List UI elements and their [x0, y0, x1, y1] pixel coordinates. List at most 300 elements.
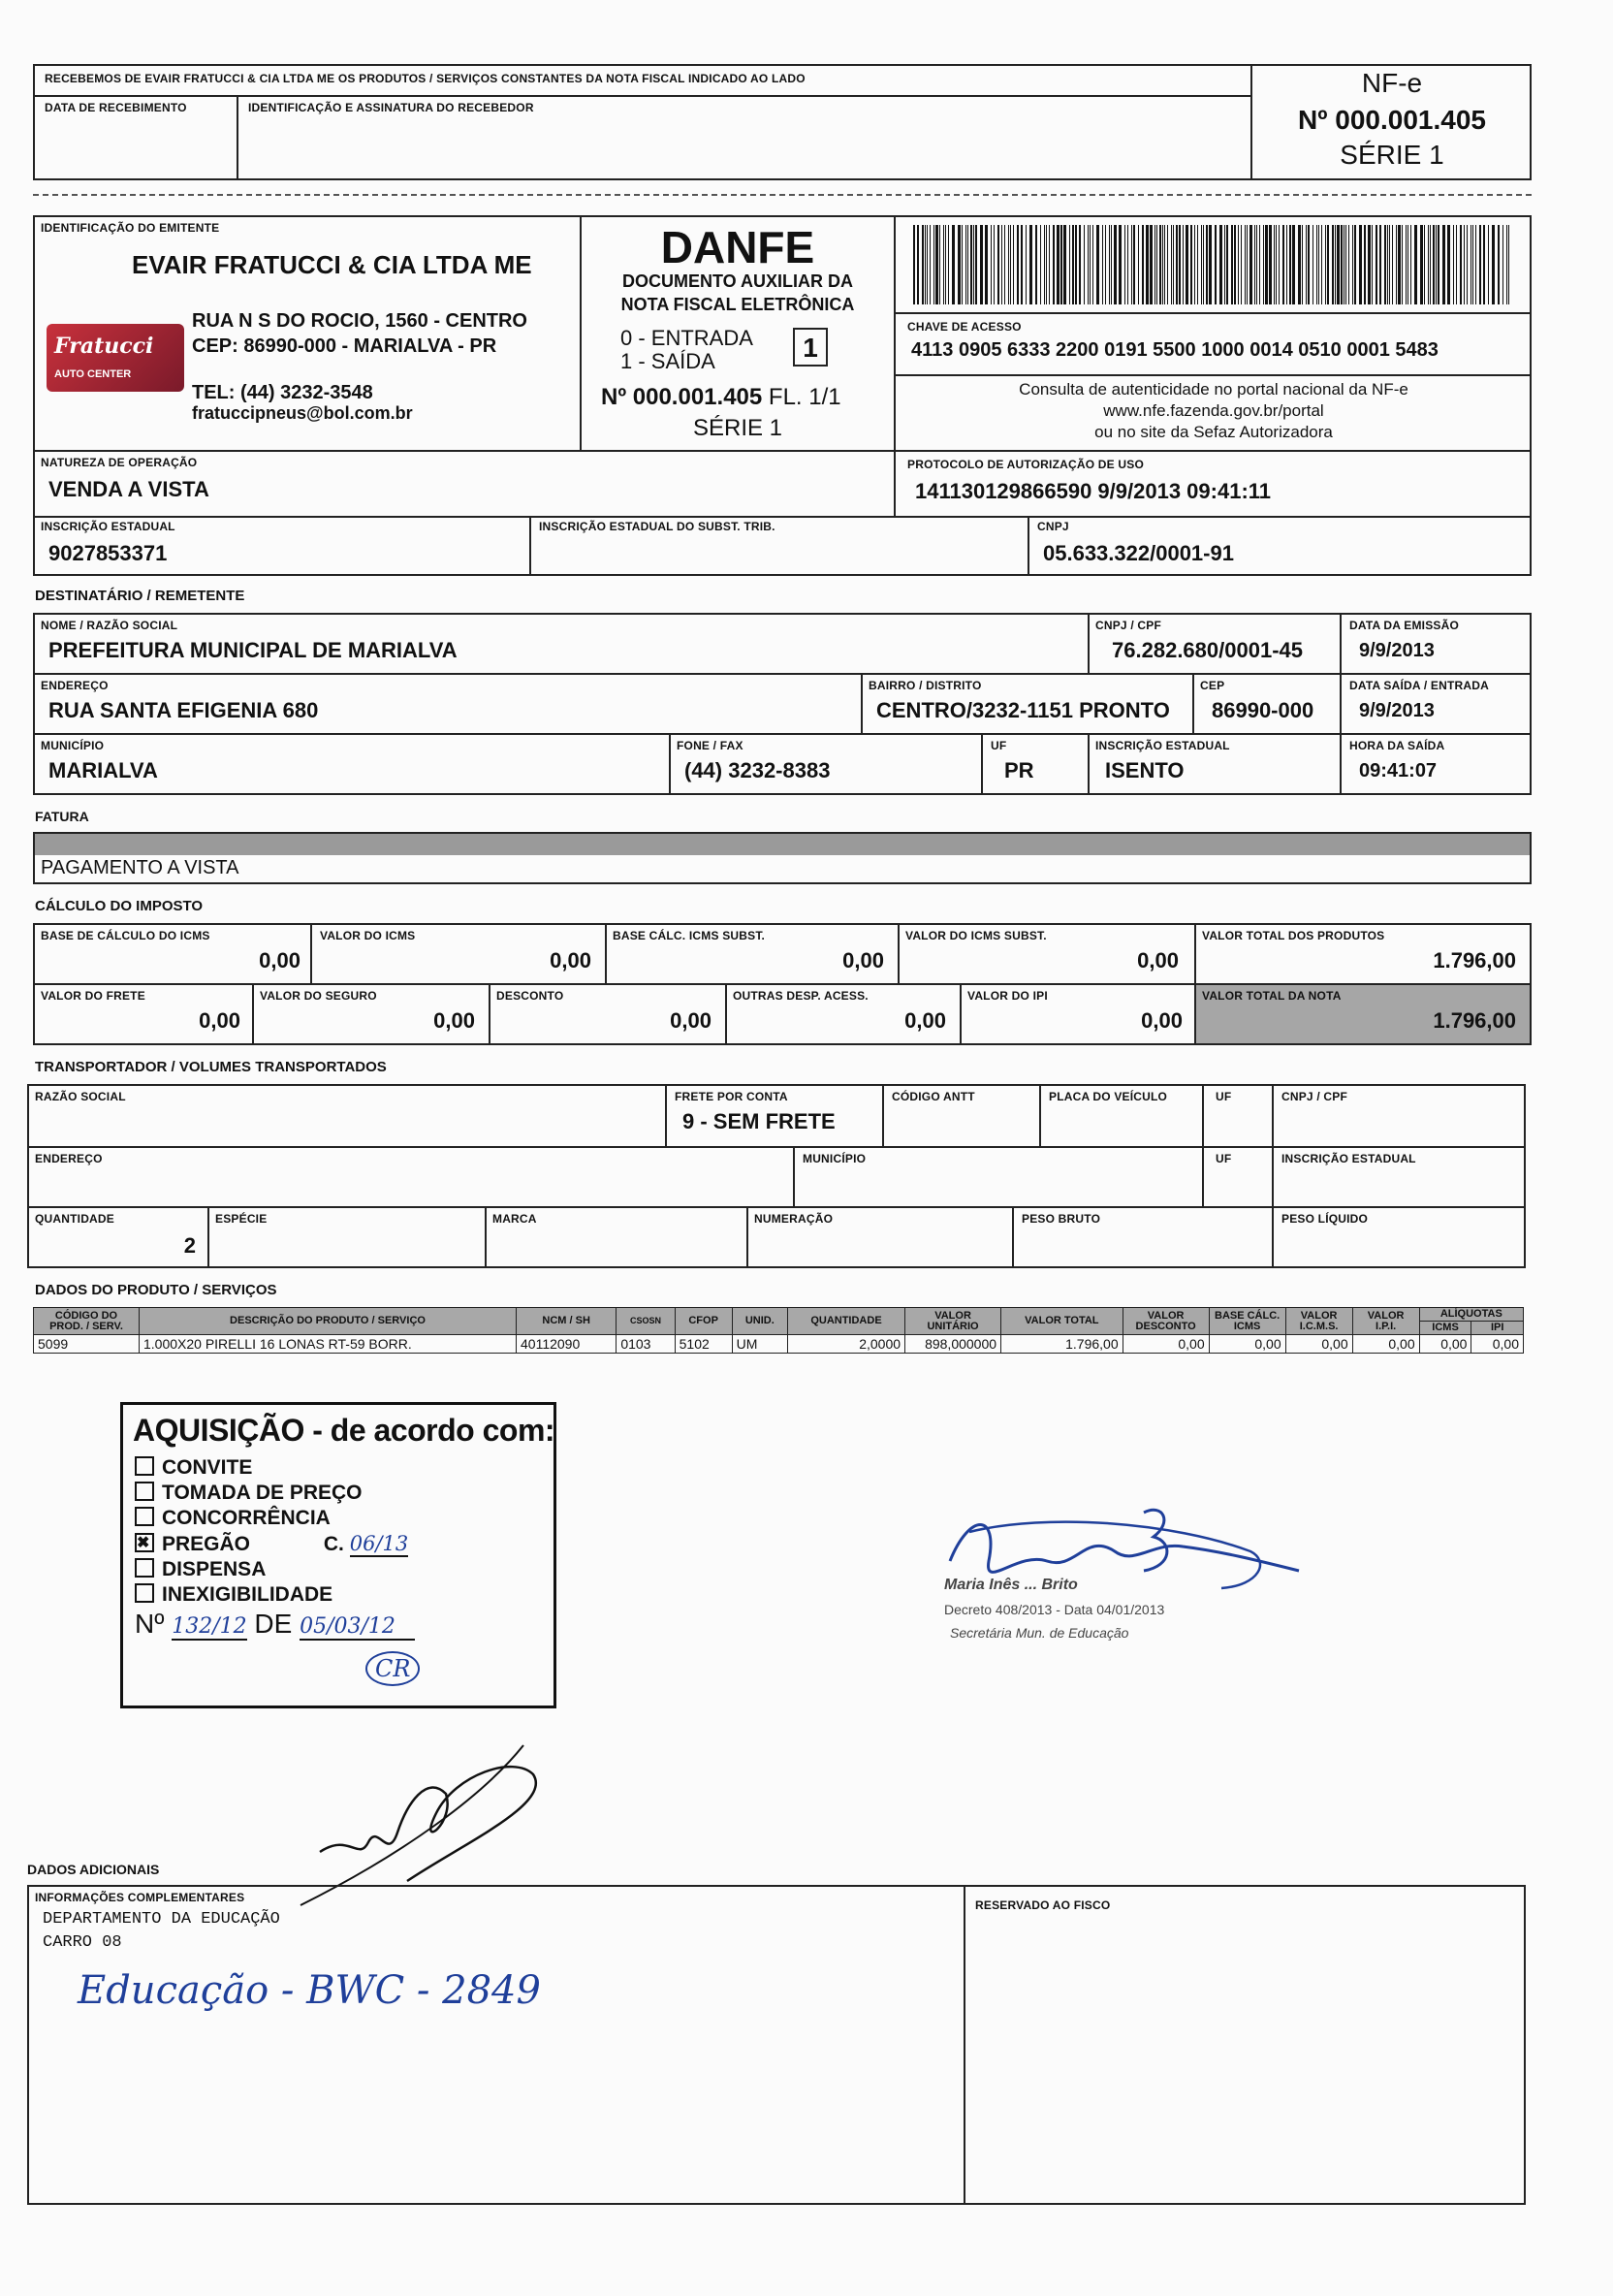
- danfe-numero: Nº 000.001.405: [601, 384, 763, 410]
- th-valor-total: VALOR TOTAL: [1001, 1308, 1123, 1335]
- dest-saida-label: DATA SAÍDA / ENTRADA: [1349, 679, 1489, 692]
- barcode-bar: [1156, 225, 1157, 304]
- stamp-n-value: 132/12: [172, 1614, 247, 1639]
- ipi-value: 0,00: [1141, 1008, 1183, 1033]
- barcode-bar: [1376, 225, 1377, 304]
- barcode-bar: [1398, 225, 1401, 304]
- danfe-folha: FL. 1/1: [768, 384, 841, 410]
- danfe-sub1: DOCUMENTO AUXILIAR DA: [622, 271, 853, 291]
- cnpj-value: 05.633.322/0001-91: [1043, 541, 1234, 565]
- th-valor-unitario: VALOR UNITÁRIO: [905, 1308, 1001, 1335]
- barcode-bar: [975, 225, 977, 304]
- cell-base-icms: 0,00: [1209, 1335, 1285, 1354]
- barcode-bar: [1013, 225, 1014, 304]
- barcode-bar: [1472, 225, 1473, 304]
- cell-valor-total: 1.796,00: [1001, 1335, 1123, 1354]
- chave-consulta2: www.nfe.fazenda.gov.br/portal: [1103, 401, 1324, 420]
- barcode-bar: [1224, 225, 1225, 304]
- cell-aliq-icms: 0,00: [1419, 1335, 1471, 1354]
- transp-peso-bruto-label: PESO BRUTO: [1022, 1212, 1101, 1226]
- barcode-bar: [1341, 225, 1343, 304]
- checkbox-concorrencia: [135, 1507, 154, 1526]
- barcode-bar: [1162, 225, 1163, 304]
- barcode-bar: [1337, 225, 1340, 304]
- barcode-bar: [1430, 225, 1431, 304]
- barcode-bar: [1197, 225, 1198, 304]
- chave-consulta3: ou no site da Sefaz Autorizadora: [1094, 423, 1333, 441]
- barcode-bar: [1387, 225, 1388, 304]
- barcode-bar: [1433, 225, 1435, 304]
- destinatario-section: DESTINATÁRIO / REMETENTE: [35, 588, 245, 604]
- barcode-bar: [1111, 225, 1112, 304]
- barcode-bar: [1348, 225, 1349, 304]
- dest-nome: PREFEITURA MUNICIPAL DE MARIALVA: [48, 638, 458, 662]
- barcode-bar: [1354, 225, 1356, 304]
- barcode-bar: [1173, 225, 1174, 304]
- barcode-bar: [1263, 225, 1264, 304]
- outras-value: 0,00: [904, 1008, 946, 1033]
- transp-razao-label: RAZÃO SOCIAL: [35, 1090, 126, 1103]
- ie-value: 9027853371: [48, 541, 168, 565]
- signature-stamp-cargo: Secretária Mun. de Educação: [950, 1625, 1129, 1641]
- barcode-bar: [1279, 225, 1280, 304]
- barcode-bar: [933, 225, 934, 304]
- barcode-bar: [1159, 225, 1161, 304]
- total-prod: 1.796,00: [1433, 948, 1516, 973]
- barcode-bar: [943, 225, 944, 304]
- barcode-bar: [930, 225, 931, 304]
- barcode-bar: [1335, 225, 1336, 304]
- transp-antt-label: CÓDIGO ANTT: [892, 1090, 975, 1103]
- canhoto-recebemos: RECEBEMOS DE EVAIR FRATUCCI & CIA LTDA ME OS PRODUTOS / SERVIÇOS CONSTANTES DA NOTA FISCAL INDICADO AO LADO: [45, 72, 806, 85]
- barcode-bar: [1492, 225, 1495, 304]
- barcode-bar: [1483, 225, 1485, 304]
- barcode-bar: [958, 225, 961, 304]
- barcode-bar: [994, 225, 995, 304]
- barcode-bar: [1406, 225, 1407, 304]
- dest-hora: 09:41:07: [1359, 760, 1438, 781]
- produtos-table: [33, 1307, 1524, 1354]
- danfe-serie: SÉRIE 1: [692, 415, 783, 441]
- cell-codigo: 5099: [34, 1335, 140, 1354]
- dest-municipio: MARIALVA: [48, 758, 158, 782]
- barcode-bar: [1146, 225, 1149, 304]
- barcode-bar: [1436, 225, 1437, 304]
- dest-municipio-label: MUNICÍPIO: [41, 739, 105, 752]
- dest-uf-label: UF: [991, 739, 1007, 752]
- aquisicao-stamp: [120, 1402, 556, 1708]
- barcode-bar: [1456, 225, 1457, 304]
- barcode-bar: [1276, 225, 1277, 304]
- barcode-bar: [997, 225, 999, 304]
- barcode-bar: [927, 225, 928, 304]
- barcode-bar: [1392, 225, 1393, 304]
- stamp-c-label: C.: [323, 1533, 344, 1555]
- barcode-bar: [1321, 225, 1322, 304]
- barcode-bar: [980, 225, 983, 304]
- barcode-bar: [1088, 225, 1089, 304]
- transp-marca-label: MARCA: [492, 1212, 537, 1226]
- barcode-bar: [1410, 225, 1411, 304]
- emitente-label: IDENTIFICAÇÃO DO EMITENTE: [41, 221, 220, 235]
- base-st: 0,00: [842, 948, 884, 973]
- emitente-tel: TEL: (44) 3232-3548: [192, 382, 373, 403]
- barcode-bar: [1102, 225, 1103, 304]
- checkbox-pregao-checked: [135, 1533, 154, 1552]
- danfe-saida: 1 - SAÍDA: [620, 349, 715, 373]
- danfe-tipo: 1: [793, 328, 828, 367]
- transp-uf-label: UF: [1216, 1090, 1232, 1103]
- barcode-bar: [1447, 225, 1450, 304]
- stamp-item: [135, 1455, 408, 1481]
- barcode-bar: [962, 225, 963, 304]
- table-row: [34, 1335, 1524, 1354]
- frete-label: VALOR DO FRETE: [41, 989, 145, 1003]
- barcode-bar: [1084, 225, 1085, 304]
- barcode-bar: [1289, 225, 1291, 304]
- barcode-bar: [1502, 225, 1503, 304]
- th-codigo: CÓDIGO DO PROD. / SERV.: [34, 1308, 140, 1335]
- barcode-bar: [1247, 225, 1248, 304]
- barcode-bar: [917, 225, 919, 304]
- dest-uf: PR: [1004, 758, 1034, 782]
- barcode-bar: [952, 225, 955, 304]
- barcode-bar: [1389, 225, 1390, 304]
- barcode-bar: [1026, 225, 1027, 304]
- barcode-bar: [1414, 225, 1417, 304]
- emitente-nome: EVAIR FRATUCCI & CIA LTDA ME: [132, 250, 532, 279]
- barcode-bar: [1424, 225, 1425, 304]
- dest-cep-label: CEP: [1200, 679, 1225, 692]
- initials-scribble: [291, 1736, 562, 1910]
- dest-fone-label: FONE / FAX: [677, 739, 743, 752]
- th-aliq-ipi: IPI: [1471, 1322, 1524, 1335]
- dest-ie-label: INSCRIÇÃO ESTADUAL: [1095, 739, 1230, 752]
- produtos-section: DADOS DO PRODUTO / SERVIÇOS: [35, 1282, 277, 1298]
- barcode-bar: [913, 225, 915, 304]
- cnpj-label: CNPJ: [1037, 520, 1069, 533]
- cell-cfop: 5102: [675, 1335, 732, 1354]
- barcode-bar: [1368, 225, 1371, 304]
- dest-ie: ISENTO: [1105, 758, 1185, 782]
- barcode-bar: [1114, 225, 1117, 304]
- th-quantidade: QUANTIDADE: [787, 1308, 904, 1335]
- valor-icms-label: VALOR DO ICMS: [320, 929, 416, 942]
- stamp-item: [135, 1506, 408, 1531]
- barcode-bar: [1079, 225, 1081, 304]
- transp-frete: 9 - SEM FRETE: [682, 1109, 836, 1133]
- barcode-bar: [1194, 225, 1195, 304]
- transp-ie-label: INSCRIÇÃO ESTADUAL: [1281, 1152, 1416, 1165]
- natureza-label: NATUREZA DE OPERAÇÃO: [41, 456, 198, 469]
- th-unid: UNID.: [732, 1308, 787, 1335]
- th-cfop: CFOP: [675, 1308, 732, 1335]
- emitente-cep: CEP: 86990-000 - MARIALVA - PR: [192, 335, 497, 357]
- barcode-bar: [1029, 225, 1032, 304]
- chave-consulta1: Consulta de autenticidade no portal nacional da NF-e: [1019, 380, 1408, 399]
- barcode: [911, 225, 1516, 304]
- checkbox-convite: [135, 1456, 154, 1476]
- barcode-bar: [1325, 225, 1326, 304]
- barcode-bar: [1096, 225, 1099, 304]
- cell-unid: UM: [732, 1335, 787, 1354]
- emitente-logo: [47, 324, 184, 392]
- barcode-bar: [1269, 225, 1272, 304]
- barcode-bar: [1259, 225, 1260, 304]
- barcode-bar: [965, 225, 966, 304]
- desconto-label: DESCONTO: [496, 989, 564, 1003]
- stamp-c-value: 06/13: [349, 1532, 409, 1555]
- barcode-bar: [1318, 225, 1319, 304]
- barcode-bar: [1384, 225, 1386, 304]
- barcode-bar: [1209, 225, 1212, 304]
- barcode-bar: [1460, 225, 1462, 304]
- transp-municipio-label: MUNICÍPIO: [803, 1152, 867, 1165]
- barcode-bar: [991, 225, 992, 304]
- barcode-bar: [1428, 225, 1429, 304]
- th-descricao: DESCRIÇÃO DO PRODUTO / SERVIÇO: [140, 1308, 517, 1335]
- stamp-item: [135, 1557, 408, 1582]
- danfe-numero-line: [601, 384, 892, 411]
- barcode-bar: [1453, 225, 1454, 304]
- transp-peso-liq-label: PESO LÍQUIDO: [1281, 1212, 1369, 1226]
- barcode-bar: [1265, 225, 1268, 304]
- danfe-title: DANFE: [660, 222, 815, 272]
- barcode-bar: [1119, 225, 1122, 304]
- stamp-item-label: CONVITE: [162, 1456, 253, 1479]
- info-line1: DEPARTAMENTO DA EDUCAÇÃO: [43, 1910, 280, 1929]
- canhoto-numero: Nº 000.001.405: [1298, 105, 1486, 135]
- th-valor-ipi: VALOR I.P.I.: [1352, 1308, 1419, 1335]
- transp-placa-label: PLACA DO VEÍCULO: [1049, 1090, 1168, 1103]
- total-nota: 1.796,00: [1433, 1008, 1516, 1033]
- fatura-section: FATURA: [35, 809, 89, 824]
- barcode-bar: [1506, 225, 1507, 304]
- protocolo-value: 141130129866590 9/9/2013 09:41:11: [915, 479, 1272, 503]
- barcode-bar: [1075, 225, 1077, 304]
- cell-valor-desconto: 0,00: [1123, 1335, 1209, 1354]
- fisco-label: RESERVADO AO FISCO: [975, 1898, 1111, 1912]
- barcode-bar: [1176, 225, 1178, 304]
- fatura-value: PAGAMENTO A VISTA: [41, 857, 239, 878]
- checkbox-dispensa: [135, 1558, 154, 1578]
- stamp-item-label: TOMADA DE PREÇO: [162, 1482, 363, 1504]
- barcode-bar: [1010, 225, 1011, 304]
- barcode-bar: [1316, 225, 1317, 304]
- base-st-label: BASE CÁLC. ICMS SUBST.: [613, 929, 766, 942]
- barcode-bar: [1154, 225, 1155, 304]
- cell-valor-unitario: 898,000000: [905, 1335, 1001, 1354]
- stamp-de-label: DE: [254, 1609, 293, 1639]
- barcode-bar: [1438, 225, 1439, 304]
- stamp-numero-line: [135, 1609, 415, 1640]
- barcode-bar: [1201, 225, 1202, 304]
- barcode-bar: [1282, 225, 1284, 304]
- barcode-bar: [1420, 225, 1423, 304]
- barcode-bar: [1127, 225, 1128, 304]
- transp-uf2-label: UF: [1216, 1152, 1232, 1165]
- barcode-bar: [1035, 225, 1037, 304]
- fatura-shade: [35, 834, 1530, 855]
- barcode-bar: [1001, 225, 1002, 304]
- th-csosn: CSOSN: [617, 1308, 675, 1335]
- dest-cnpj-label: CNPJ / CPF: [1095, 619, 1162, 632]
- ie-label: INSCRIÇÃO ESTADUAL: [41, 520, 175, 533]
- barcode-bar: [1345, 225, 1346, 304]
- barcode-bar: [1060, 225, 1062, 304]
- base-icms-label: BASE DE CÁLCULO DO ICMS: [41, 929, 210, 942]
- adicionais-block: [27, 1885, 1526, 2205]
- barcode-bar: [1286, 225, 1287, 304]
- signature-stamp-name: Maria Inês ... Brito: [944, 1577, 1078, 1593]
- barcode-bar: [1407, 225, 1408, 304]
- stamp-item-label: CONCORRÊNCIA: [162, 1507, 331, 1529]
- dest-emissao: 9/9/2013: [1359, 640, 1435, 661]
- barcode-bar: [1302, 225, 1303, 304]
- transp-cnpj-label: CNPJ / CPF: [1281, 1090, 1348, 1103]
- barcode-bar: [1021, 225, 1023, 304]
- barcode-bar: [1402, 225, 1403, 304]
- barcode-bar: [1072, 225, 1074, 304]
- base-icms: 0,00: [259, 948, 300, 973]
- barcode-bar: [1364, 225, 1366, 304]
- barcode-bar: [1215, 225, 1217, 304]
- transp-especie-label: ESPÉCIE: [215, 1212, 268, 1226]
- stamp-item: [135, 1582, 408, 1608]
- barcode-bar: [925, 225, 926, 304]
- stamp-list: [135, 1455, 408, 1608]
- chave-label: CHAVE DE ACESSO: [907, 320, 1022, 334]
- info-line2: CARRO 08: [43, 1933, 122, 1952]
- barcode-bar: [1332, 225, 1334, 304]
- cell-quantidade: 2,0000: [787, 1335, 904, 1354]
- stamp-item: [135, 1481, 408, 1506]
- barcode-bar: [1186, 225, 1188, 304]
- barcode-bar: [1359, 225, 1362, 304]
- barcode-bar: [1183, 225, 1184, 304]
- barcode-bar: [1442, 225, 1445, 304]
- frete-value: 0,00: [199, 1008, 240, 1033]
- dest-endereco: RUA SANTA EFIGENIA 680: [48, 698, 319, 722]
- cell-valor-ipi: 0,00: [1352, 1335, 1419, 1354]
- barcode-bar: [1138, 225, 1139, 304]
- barcode-bar: [1254, 225, 1255, 304]
- barcode-bar: [1292, 225, 1295, 304]
- transp-qtd: 2: [183, 1233, 196, 1258]
- emitente-email: fratuccipneus@bol.com.br: [192, 403, 413, 423]
- barcode-bar: [1467, 225, 1468, 304]
- barcode-bar: [1092, 225, 1093, 304]
- dest-bairro: CENTRO/3232-1151 PRONTO: [876, 698, 1170, 722]
- barcode-bar: [1203, 225, 1204, 304]
- emitente-endereco: RUA N S DO ROCIO, 1560 - CENTRO: [192, 310, 527, 332]
- dest-cep: 86990-000: [1212, 698, 1314, 722]
- valor-st: 0,00: [1137, 948, 1179, 973]
- canhoto-identificacao: IDENTIFICAÇÃO E ASSINATURA DO RECEBEDOR: [248, 101, 534, 114]
- barcode-bar: [1150, 225, 1153, 304]
- ie-st-label: INSCRIÇÃO ESTADUAL DO SUBST. TRIB.: [539, 520, 775, 533]
- transp-endereco-label: ENDEREÇO: [35, 1152, 103, 1165]
- stamp-title: AQUISIÇÃO - de acordo com:: [133, 1413, 555, 1448]
- danfe-sub2: NOTA FISCAL ELETRÔNICA: [620, 295, 855, 314]
- barcode-bar: [1167, 225, 1168, 304]
- barcode-bar: [1004, 225, 1005, 304]
- barcode-bar: [1053, 225, 1055, 304]
- checkbox-inexigibilidade: [135, 1583, 154, 1603]
- barcode-bar: [1488, 225, 1489, 304]
- barcode-bar: [1046, 225, 1047, 304]
- barcode-bar: [1063, 225, 1066, 304]
- barcode-bar: [1226, 225, 1228, 304]
- desconto-value: 0,00: [670, 1008, 712, 1033]
- info-label: INFORMAÇÕES COMPLEMENTARES: [35, 1891, 245, 1904]
- barcode-bar: [1241, 225, 1242, 304]
- canhoto-nfe: NF-e: [1361, 68, 1423, 98]
- info-handwritten: Educação - BWC - 2849: [78, 1968, 541, 2013]
- stamp-item: [135, 1531, 408, 1557]
- canhoto-data-recebimento: DATA DE RECEBIMENTO: [45, 101, 187, 114]
- canhoto-serie: SÉRIE 1: [1340, 140, 1444, 170]
- barcode-bar: [1017, 225, 1019, 304]
- barcode-bar: [1298, 225, 1301, 304]
- barcode-bar: [1179, 225, 1181, 304]
- valor-icms: 0,00: [550, 948, 591, 973]
- imposto-section: CÁLCULO DO IMPOSTO: [35, 898, 204, 914]
- th-aliquotas: ALÍQUOTAS: [1419, 1308, 1523, 1322]
- cell-csosn: 0103: [617, 1335, 675, 1354]
- barcode-bar: [1379, 225, 1381, 304]
- barcode-bar: [1256, 225, 1257, 304]
- barcode-bar: [1109, 225, 1110, 304]
- barcode-bar: [1171, 225, 1172, 304]
- stamp-de-value: 05/03/12: [300, 1614, 415, 1641]
- checkbox-tomada: [135, 1482, 154, 1501]
- stamp-initials: CR: [365, 1651, 420, 1686]
- barcode-bar: [1124, 225, 1125, 304]
- barcode-bar: [1238, 225, 1239, 304]
- barcode-bar: [935, 225, 938, 304]
- cut-line: [33, 194, 1532, 196]
- barcode-bar: [1308, 225, 1310, 304]
- barcode-bar: [1044, 225, 1045, 304]
- dest-emissao-label: DATA DA EMISSÃO: [1349, 619, 1459, 632]
- barcode-bar: [1274, 225, 1275, 304]
- th-aliq-icms: ICMS: [1419, 1322, 1471, 1335]
- cell-ncm: 40112090: [517, 1335, 617, 1354]
- barcode-bar: [1219, 225, 1222, 304]
- adicionais-section: DADOS ADICIONAIS: [27, 1862, 160, 1877]
- danfe-entrada: 0 - ENTRADA: [620, 326, 753, 350]
- barcode-bar: [1206, 225, 1208, 304]
- barcode-bar: [1190, 225, 1192, 304]
- barcode-bar: [1105, 225, 1106, 304]
- dest-nome-label: NOME / RAZÃO SOCIAL: [41, 619, 178, 632]
- seguro-value: 0,00: [433, 1008, 475, 1033]
- stamp-item-label: PREGÃO: [162, 1533, 251, 1555]
- signature-stamp-decreto: Decreto 408/2013 - Data 04/01/2013: [944, 1602, 1165, 1617]
- transporte-section: TRANSPORTADOR / VOLUMES TRANSPORTADOS: [35, 1059, 387, 1075]
- logo-sub: AUTO CENTER: [54, 368, 132, 380]
- chave-value: 4113 0905 6333 2200 0191 5500 1000 0014 0510 0001 5483: [911, 339, 1439, 361]
- dest-fone: (44) 3232-8383: [684, 758, 831, 782]
- stamp-item-label: INEXIGIBILIDADE: [162, 1583, 333, 1606]
- barcode-bar: [1498, 225, 1500, 304]
- cell-valor-icms: 0,00: [1285, 1335, 1352, 1354]
- barcode-bar: [1306, 225, 1307, 304]
- barcode-bar: [1372, 225, 1373, 304]
- stamp-item-label: DISPENSA: [162, 1558, 267, 1580]
- barcode-bar: [1090, 225, 1091, 304]
